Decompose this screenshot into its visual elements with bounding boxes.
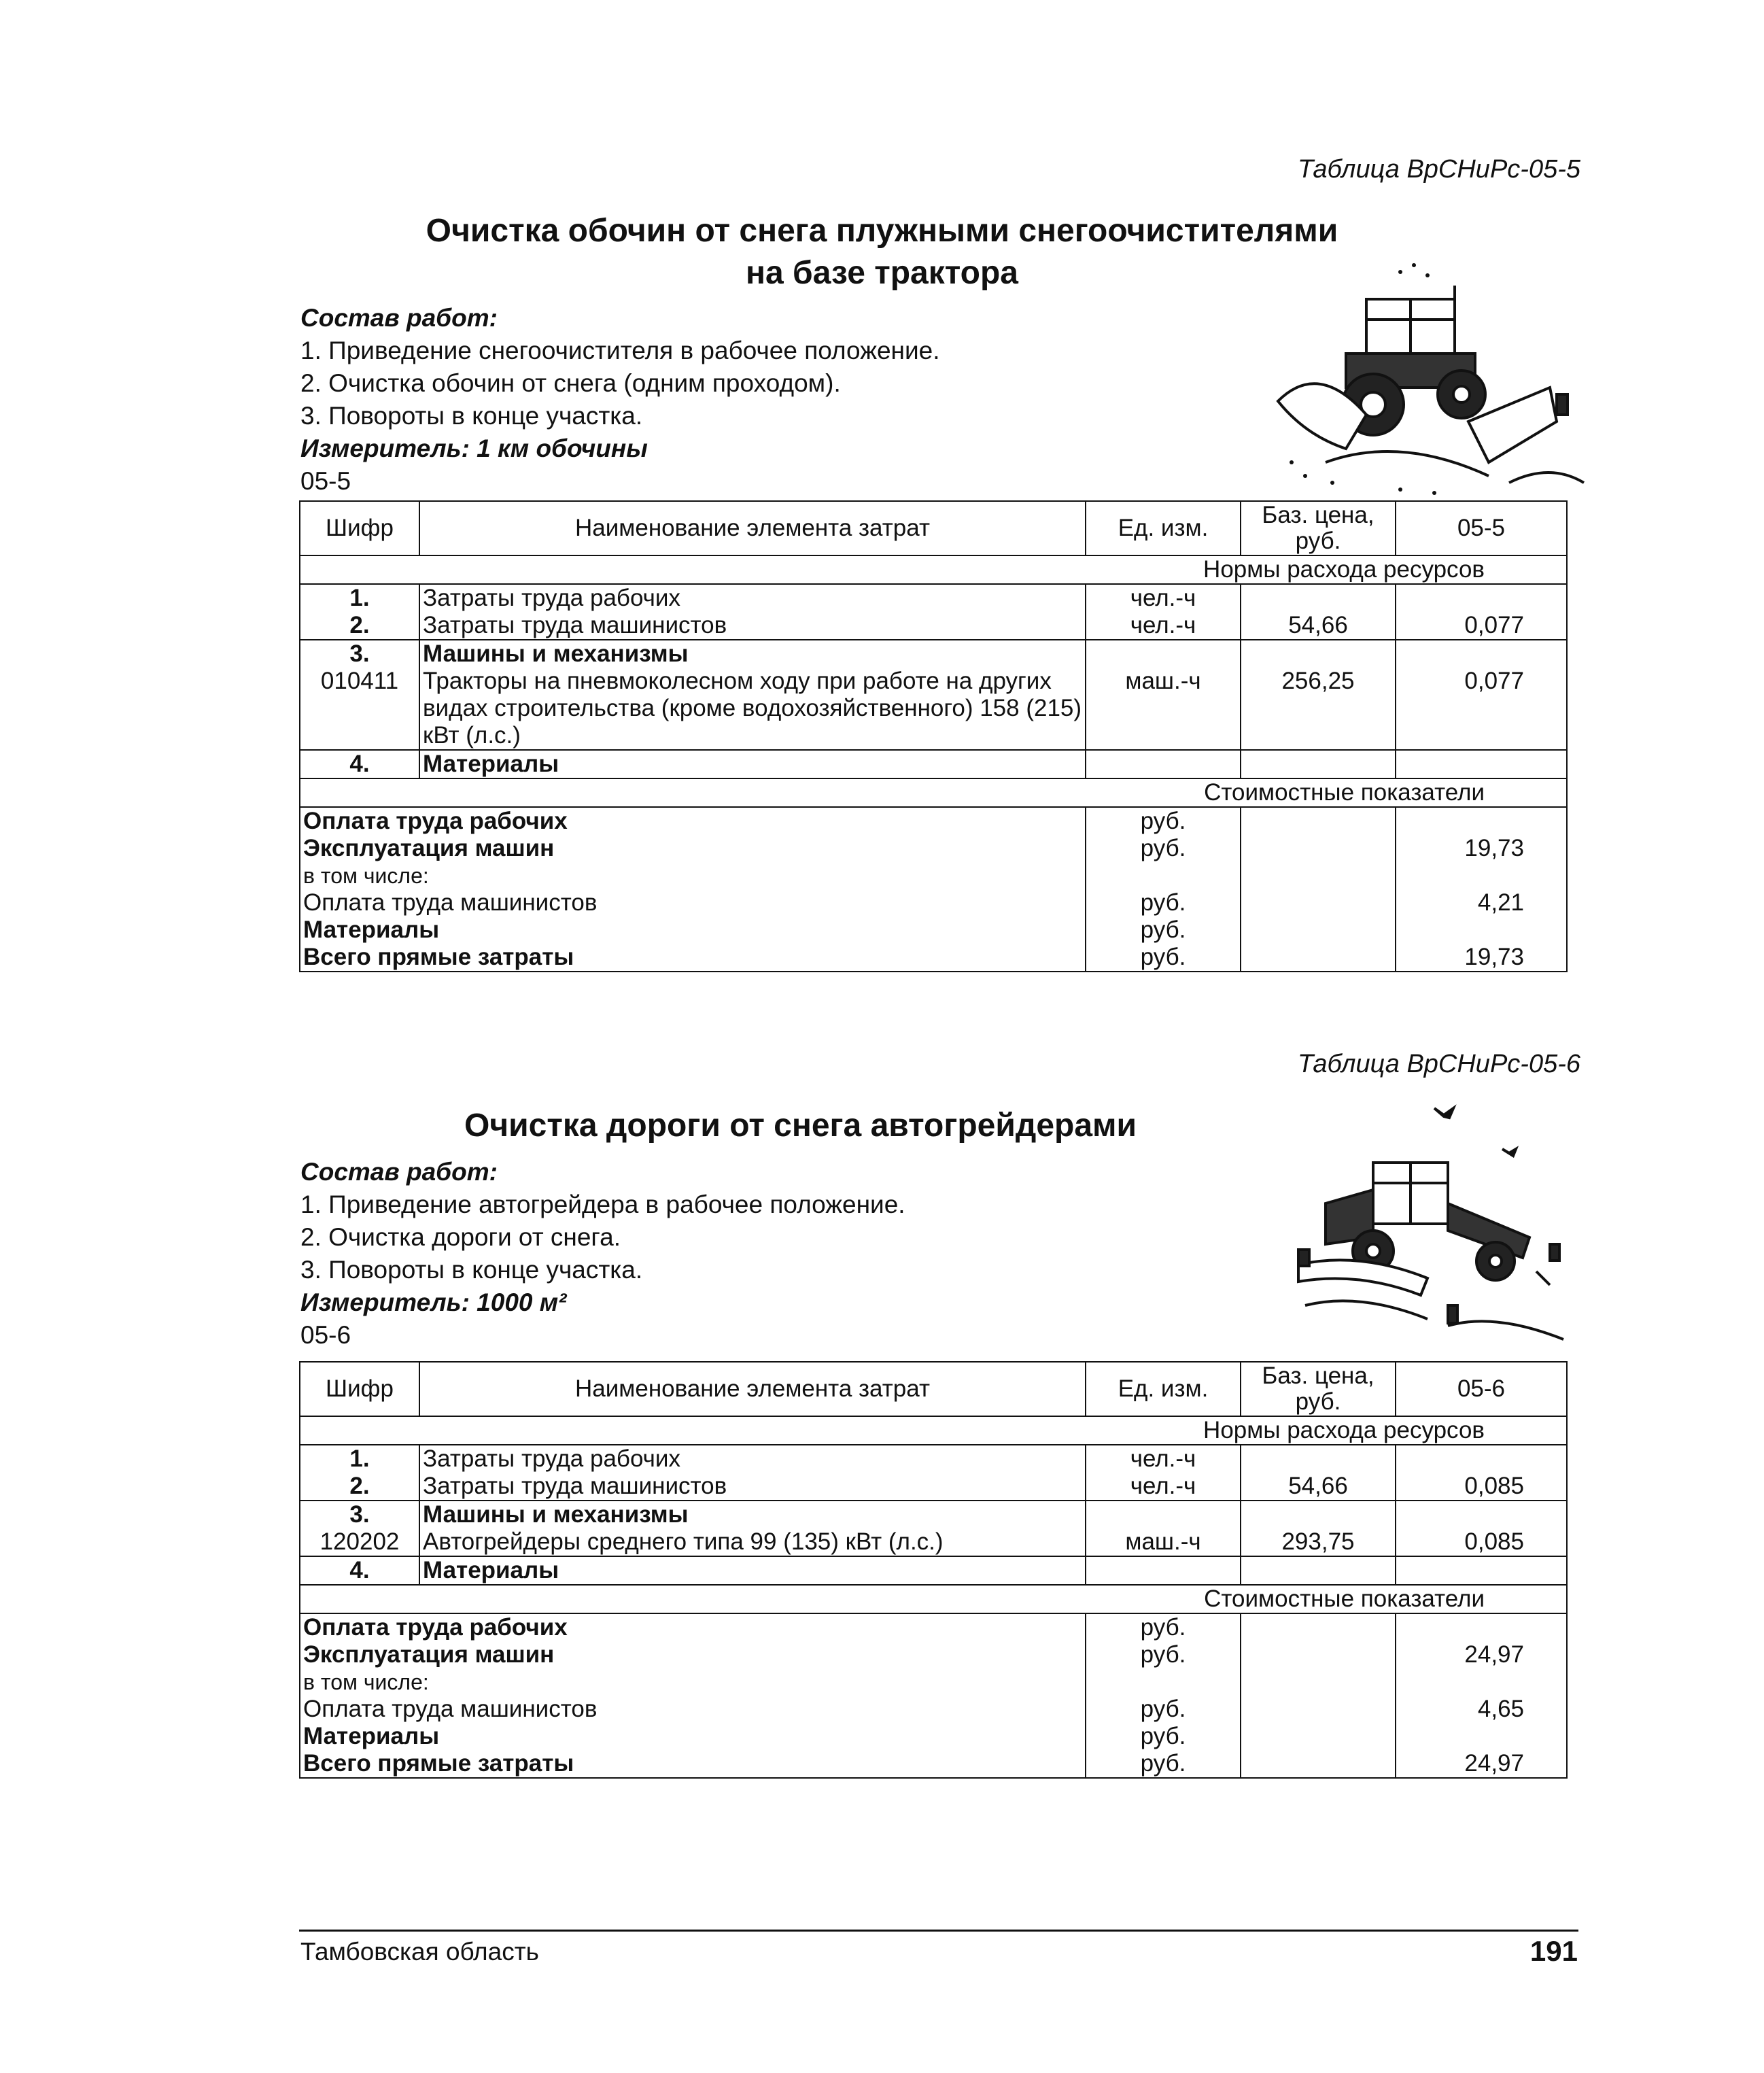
cell-shifr: 010411 [300, 668, 419, 750]
cell-value: 0,077 [1396, 612, 1567, 640]
header-norm: 05-5 [1396, 501, 1567, 555]
cost-row [300, 916, 1567, 944]
cost-value: 19,73 [1396, 944, 1567, 972]
cost-row [300, 807, 1567, 835]
cell-name: Тракторы на пневмоколесном ходу при работе на других видах строительства (кроме водохозяйственного) 158 (215) кВт (л.с.) [419, 668, 1086, 750]
section-norms: Нормы расхода ресурсов [300, 555, 1567, 584]
cost-unit: руб. [1086, 1750, 1241, 1778]
works-heading: Состав работ: [300, 304, 498, 332]
work-item: 2. Очистка обочин от снега (одним проходом). [300, 369, 841, 397]
section-costs: Стоимостные показатели [300, 1585, 1567, 1613]
cost-name: Оплата труда рабочих [300, 1613, 1086, 1641]
cell-unit [1086, 750, 1241, 778]
cell-shifr: 1. [300, 584, 419, 612]
measure-unit: Измеритель: 1 км обочины [300, 434, 648, 462]
cell-price [1241, 750, 1396, 778]
cost-value [1396, 1668, 1567, 1696]
cell-price [1241, 640, 1396, 668]
work-item: 3. Повороты в конце участка. [300, 402, 643, 430]
cost-unit: руб. [1086, 889, 1241, 916]
cell-shifr: 4. [300, 750, 419, 778]
measure-unit: Измеритель: 1000 м² [300, 1288, 567, 1316]
cell-name: Затраты труда машинистов [419, 612, 1086, 640]
cell-unit: чел.-ч [1086, 612, 1241, 640]
cell-value [1396, 1445, 1567, 1473]
cell-name: Автогрейдеры среднего типа 99 (135) кВт (л.с.) [419, 1528, 1086, 1556]
header-name: Наименование элемента затрат [419, 501, 1086, 555]
cost-name: в том числе: [300, 1668, 1086, 1696]
table-row [300, 1501, 1567, 1528]
cell-price [1241, 1501, 1396, 1528]
header-price: Баз. цена, руб. [1241, 501, 1396, 555]
cost-value: 19,73 [1396, 835, 1567, 862]
section-norms: Нормы расхода ресурсов [300, 1416, 1567, 1445]
header-norm: 05-6 [1396, 1362, 1567, 1416]
norm-code: 05-6 [300, 1321, 351, 1349]
works-heading: Состав работ: [300, 1158, 498, 1186]
table-row [300, 584, 1567, 612]
table-row [300, 612, 1567, 640]
cost-row [300, 1723, 1567, 1750]
cell-value [1396, 1556, 1567, 1585]
cost-unit: руб. [1086, 916, 1241, 944]
header-name: Наименование элемента затрат [419, 1362, 1086, 1416]
cost-name: Оплата труда машинистов [300, 889, 1086, 916]
header-price: Баз. цена, руб. [1241, 1362, 1396, 1416]
cost-name: Всего прямые затраты [300, 944, 1086, 972]
cell-price: 54,66 [1241, 1473, 1396, 1501]
cell-value [1396, 584, 1567, 612]
cell-price: 54,66 [1241, 612, 1396, 640]
footer-rule [299, 1930, 1578, 1932]
cost-value: 24,97 [1396, 1641, 1567, 1668]
cost-unit [1086, 862, 1241, 889]
cell-unit: чел.-ч [1086, 584, 1241, 612]
cell-price [1241, 1556, 1396, 1585]
cost-row [300, 1750, 1567, 1778]
work-item: 3. Повороты в конце участка. [300, 1256, 643, 1284]
cell-name: Машины и механизмы [419, 1501, 1086, 1528]
cost-unit: руб. [1086, 1641, 1241, 1668]
cell-price: 293,75 [1241, 1528, 1396, 1556]
cost-row [300, 862, 1567, 889]
table-title: Очистка дороги от снега автогрейдерами [464, 1108, 1137, 1144]
cost-name: Эксплуатация машин [300, 835, 1086, 862]
cell-value: 0,077 [1396, 668, 1567, 750]
table-row [300, 1528, 1567, 1556]
cell-name: Материалы [419, 1556, 1086, 1585]
cost-value [1396, 1613, 1567, 1641]
work-item: 1. Приведение снегоочистителя в рабочее положение. [300, 337, 940, 364]
cost-name: Материалы [300, 916, 1086, 944]
work-item: 2. Очистка дороги от снега. [300, 1223, 621, 1251]
cost-name: Эксплуатация машин [300, 1641, 1086, 1668]
cell-unit: чел.-ч [1086, 1473, 1241, 1501]
cell-name: Затраты труда машинистов [419, 1473, 1086, 1501]
cell-shifr: 2. [300, 612, 419, 640]
work-item: 1. Приведение автогрейдера в рабочее положение. [300, 1190, 905, 1218]
table-header-row [300, 501, 1567, 555]
cell-value [1396, 640, 1567, 668]
cost-row [300, 1668, 1567, 1696]
table-row [300, 668, 1567, 750]
cell-price: 256,25 [1241, 668, 1396, 750]
header-shifr: Шифр [300, 501, 419, 555]
cell-name: Затраты труда рабочих [419, 584, 1086, 612]
norms-table [299, 1361, 1568, 1779]
motor-grader-illustration [1278, 1101, 1577, 1353]
cost-value: 4,21 [1396, 889, 1567, 916]
table-title: Очистка обочин от снега плужными снегоочистителями [426, 213, 1338, 249]
cost-value [1396, 916, 1567, 944]
tractor-snowplow-illustration [1264, 258, 1591, 503]
cost-value [1396, 862, 1567, 889]
table-row [300, 1445, 1567, 1473]
cell-shifr: 3. [300, 1501, 419, 1528]
cost-unit [1086, 1668, 1241, 1696]
cost-row [300, 1641, 1567, 1668]
table-row [300, 640, 1567, 668]
table-row [300, 1473, 1567, 1501]
works-section [300, 302, 940, 498]
cell-shifr: 4. [300, 1556, 419, 1585]
cost-unit: руб. [1086, 1696, 1241, 1723]
cost-value: 24,97 [1396, 1750, 1567, 1778]
cell-price [1241, 584, 1396, 612]
cost-unit: руб. [1086, 1723, 1241, 1750]
cell-value [1396, 1501, 1567, 1528]
cost-row [300, 835, 1567, 862]
cell-unit [1086, 1501, 1241, 1528]
cost-unit: руб. [1086, 807, 1241, 835]
section-row [300, 1416, 1567, 1445]
header-shifr: Шифр [300, 1362, 419, 1416]
table-title-line2: на базе трактора [746, 255, 1018, 291]
section-row [300, 778, 1567, 807]
table-header-row [300, 1362, 1567, 1416]
cost-value: 4,65 [1396, 1696, 1567, 1723]
cell-shifr: 120202 [300, 1528, 419, 1556]
cost-value [1396, 1723, 1567, 1750]
header-unit: Ед. изм. [1086, 501, 1241, 555]
cell-unit [1086, 640, 1241, 668]
cost-name: Всего прямые затраты [300, 1750, 1086, 1778]
cost-row [300, 1696, 1567, 1723]
cell-unit: маш.-ч [1086, 1528, 1241, 1556]
cell-value [1396, 750, 1567, 778]
cell-name: Затраты труда рабочих [419, 1445, 1086, 1473]
table-caption: Таблица ВрСНиРс-05-5 [1297, 155, 1580, 184]
cell-price [1241, 1445, 1396, 1473]
cell-shifr: 2. [300, 1473, 419, 1501]
cost-name: Оплата труда машинистов [300, 1696, 1086, 1723]
table-row [300, 1556, 1567, 1585]
header-unit: Ед. изм. [1086, 1362, 1241, 1416]
cost-unit: руб. [1086, 835, 1241, 862]
works-section [300, 1156, 905, 1352]
cost-row [300, 944, 1567, 972]
cell-name: Машины и механизмы [419, 640, 1086, 668]
cell-unit: чел.-ч [1086, 1445, 1241, 1473]
cell-value: 0,085 [1396, 1473, 1567, 1501]
norms-table [299, 500, 1568, 972]
section-row [300, 1585, 1567, 1613]
cost-value [1396, 807, 1567, 835]
cell-shifr: 1. [300, 1445, 419, 1473]
cost-unit: руб. [1086, 944, 1241, 972]
footer-region: Тамбовская область [300, 1938, 539, 1966]
cost-row [300, 1613, 1567, 1641]
cost-row [300, 889, 1567, 916]
table-row [300, 750, 1567, 778]
cost-unit: руб. [1086, 1613, 1241, 1641]
cost-name: Материалы [300, 1723, 1086, 1750]
page-number: 191 [1529, 1935, 1578, 1967]
section-row [300, 555, 1567, 584]
table-caption: Таблица ВрСНиРс-05-6 [1297, 1050, 1580, 1078]
cost-name: Оплата труда рабочих [300, 807, 1086, 835]
norm-code: 05-5 [300, 467, 351, 495]
cell-unit: маш.-ч [1086, 668, 1241, 750]
cell-name: Материалы [419, 750, 1086, 778]
cell-shifr: 3. [300, 640, 419, 668]
cost-name: в том числе: [300, 862, 1086, 889]
section-costs: Стоимостные показатели [300, 778, 1567, 807]
cell-unit [1086, 1556, 1241, 1585]
cell-value: 0,085 [1396, 1528, 1567, 1556]
